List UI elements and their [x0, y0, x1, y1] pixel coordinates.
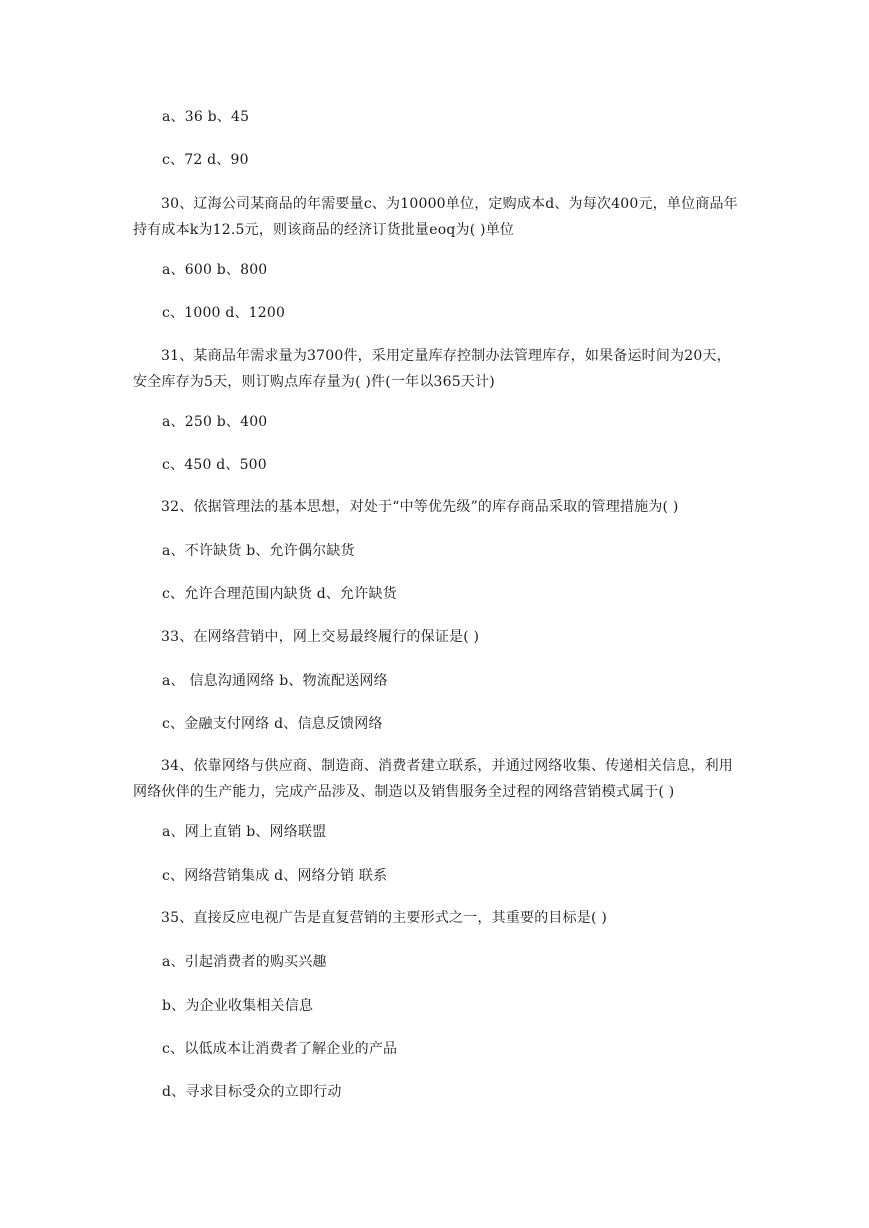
options-line-c-d: c、允许合理范围内缺货 d、允许缺货	[162, 586, 397, 602]
options-line-c-d: c、网络营销集成 d、网络分销 联系	[162, 868, 388, 884]
question-35: 35、直接反应电视广告是直复营销的主要形式之一，其重要的目标是( )	[161, 910, 607, 926]
options-line-a-b: a、600 b、800	[162, 262, 268, 278]
option-c: c、以低成本让消费者了解企业的产品	[162, 1041, 398, 1057]
options-line-c-d: c、72 d、90	[162, 152, 249, 168]
option-a: a、引起消费者的购买兴趣	[162, 954, 327, 970]
question-30: 30、辽海公司某商品的年需要量c、为10000单位，定购成本d、为每次400元，单位商品年持有成本k为12.5元，则该商品的经济订货批量eoq为( )单位	[133, 196, 738, 238]
options-line-a-b: a、网上直销 b、网络联盟	[162, 824, 327, 840]
question-32: 32、依据管理法的基本思想，对处于“中等优先级”的库存商品采取的管理措施为( )	[161, 499, 679, 515]
question-31: 31、某商品年需求量为3700件，采用定量库存控制办法管理库存，如果备运时间为20天，安全库存为5天，则订购点库存量为( )件(一年以365天计)	[133, 348, 731, 390]
options-line-a-b: a、 信息沟通网络 b、物流配送网络	[162, 673, 388, 689]
options-line-c-d: c、1000 d、1200	[162, 305, 286, 321]
options-line-a-b: a、不许缺货 b、允许偶尔缺货	[162, 543, 355, 559]
question-33: 33、在网络营销中，网上交易最终履行的保证是( )	[161, 629, 480, 645]
options-line-c-d: c、金融支付网络 d、信息反馈网络	[162, 716, 383, 732]
option-b: b、为企业收集相关信息	[162, 998, 314, 1014]
options-line-a-b: a、36 b、45	[162, 109, 250, 125]
options-line-c-d: c、450 d、500	[162, 457, 267, 473]
option-d: d、寻求目标受众的立即行动	[162, 1084, 342, 1100]
options-line-a-b: a、250 b、400	[162, 414, 268, 430]
question-34: 34、依靠网络与供应商、制造商、消费者建立联系，并通过网络收集、传递相关信息，利用网络伙伴的生产能力，完成产品涉及、制造以及销售服务全过程的网络营销模式属于( )	[133, 758, 734, 800]
